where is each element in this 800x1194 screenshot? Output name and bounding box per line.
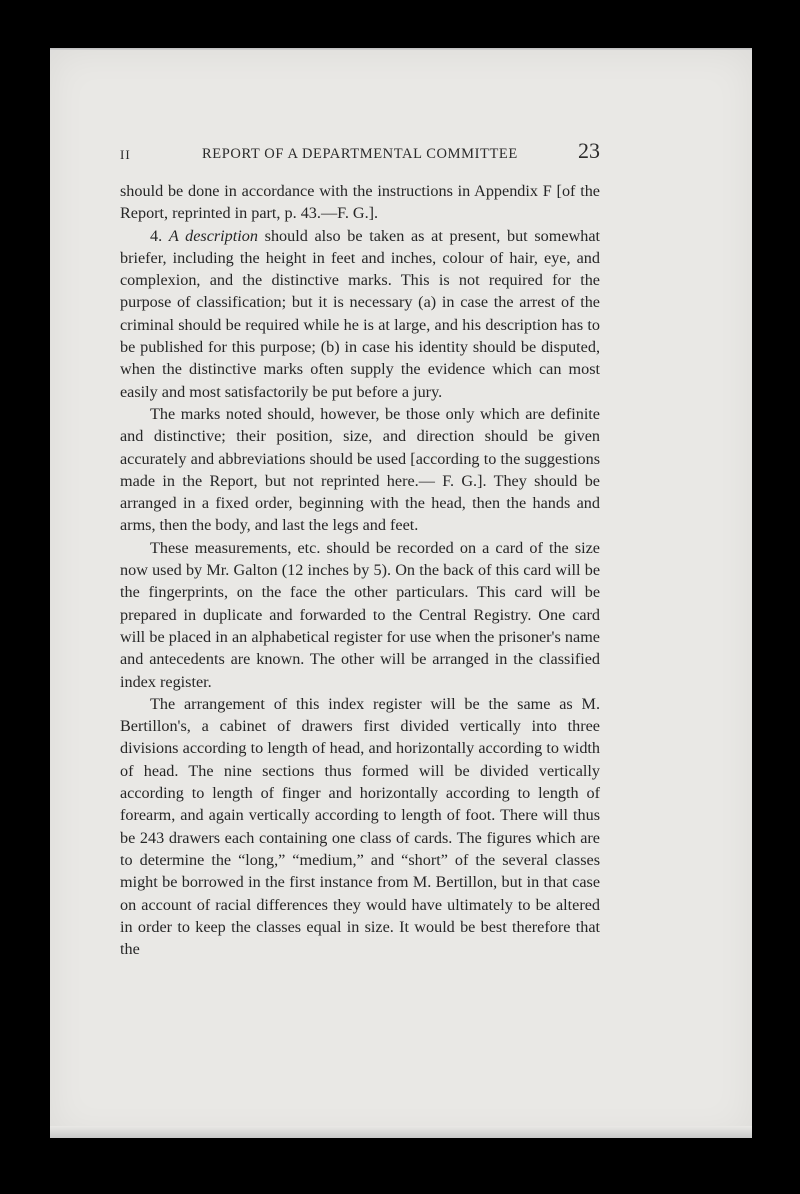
paragraph-text: The arrangement of this index register will be the same as M. Bertillon's, a cabinet of drawers first divided vertically into three divisions according to length of head, and horizontally according to width of head. The nine sections thus formed will be divided vertically according to length of finger and horizontally according to length of forearm, and again vertically according to length of foot. There will thus be 243 drawers each containing one class of cards. The figures which are to determine the “long,” “medium,” and “short” of the several classes might be borrowed in the first instance from M. Bertillon, but in that case on account of racial differences they would have ultimately to be altered in order to keep the classes equal in size. It would be best therefore that the bbox=[120, 694, 600, 959]
body-text bbox=[120, 180, 600, 960]
paragraph-1 bbox=[120, 180, 600, 225]
paragraph-text: The marks noted should, however, be those only which are definite and distinctive; their position, size, and direction should be given accurately and abbreviations should be used [according to the suggestions made in the Report, but not reprinted here.— F. G.]. They should be arranged in a fixed order, beginning with the head, then the hands and arms, then the body, and last the legs and feet. bbox=[120, 404, 600, 535]
running-header bbox=[120, 140, 600, 170]
section-number: 4. bbox=[150, 226, 169, 245]
page-bottom-edge bbox=[50, 1126, 752, 1138]
paragraph-5 bbox=[120, 693, 600, 961]
paragraph-text: These measurements, etc. should be recorded on a card of the size now used by Mr. Galton (12 inches by 5). On the back of this card will be the fingerprints, on the face the other particulars. This card will be prepared in duplicate and forwarded to the Central Registry. One card will be placed in an alphabetical register for use when the prisoner's name and antecedents are known. The other will be arranged in the classified index register. bbox=[120, 538, 600, 691]
running-title: REPORT OF A DEPARTMENTAL COMMITTEE bbox=[202, 146, 518, 162]
section-heading-italic: A description bbox=[168, 226, 258, 245]
paragraph-2 bbox=[120, 225, 600, 403]
paragraph-3 bbox=[120, 403, 600, 537]
paragraph-text: should also be taken as at present, but somewhat briefer, including the height in feet and inches, colour of hair, eye, and complexion, and the distinctive marks. This is not required for the purpose of classification; but it is necessary (a) in case the arrest of the criminal should be required while he is at large, and his description has to be published for this purpose; (b) in case his identity should be disputed, when the distinctive marks often supply the evidence which can most easily and most satisfactorily be put before a jury. bbox=[120, 226, 600, 401]
chapter-number: II bbox=[120, 147, 131, 162]
page-number: 23 bbox=[578, 138, 600, 163]
paragraph-4 bbox=[120, 537, 600, 693]
paragraph-text: should be done in accordance with the instructions in Appendix F [of the Report, reprinted in part, p. 43.—F. G.]. bbox=[120, 182, 600, 223]
